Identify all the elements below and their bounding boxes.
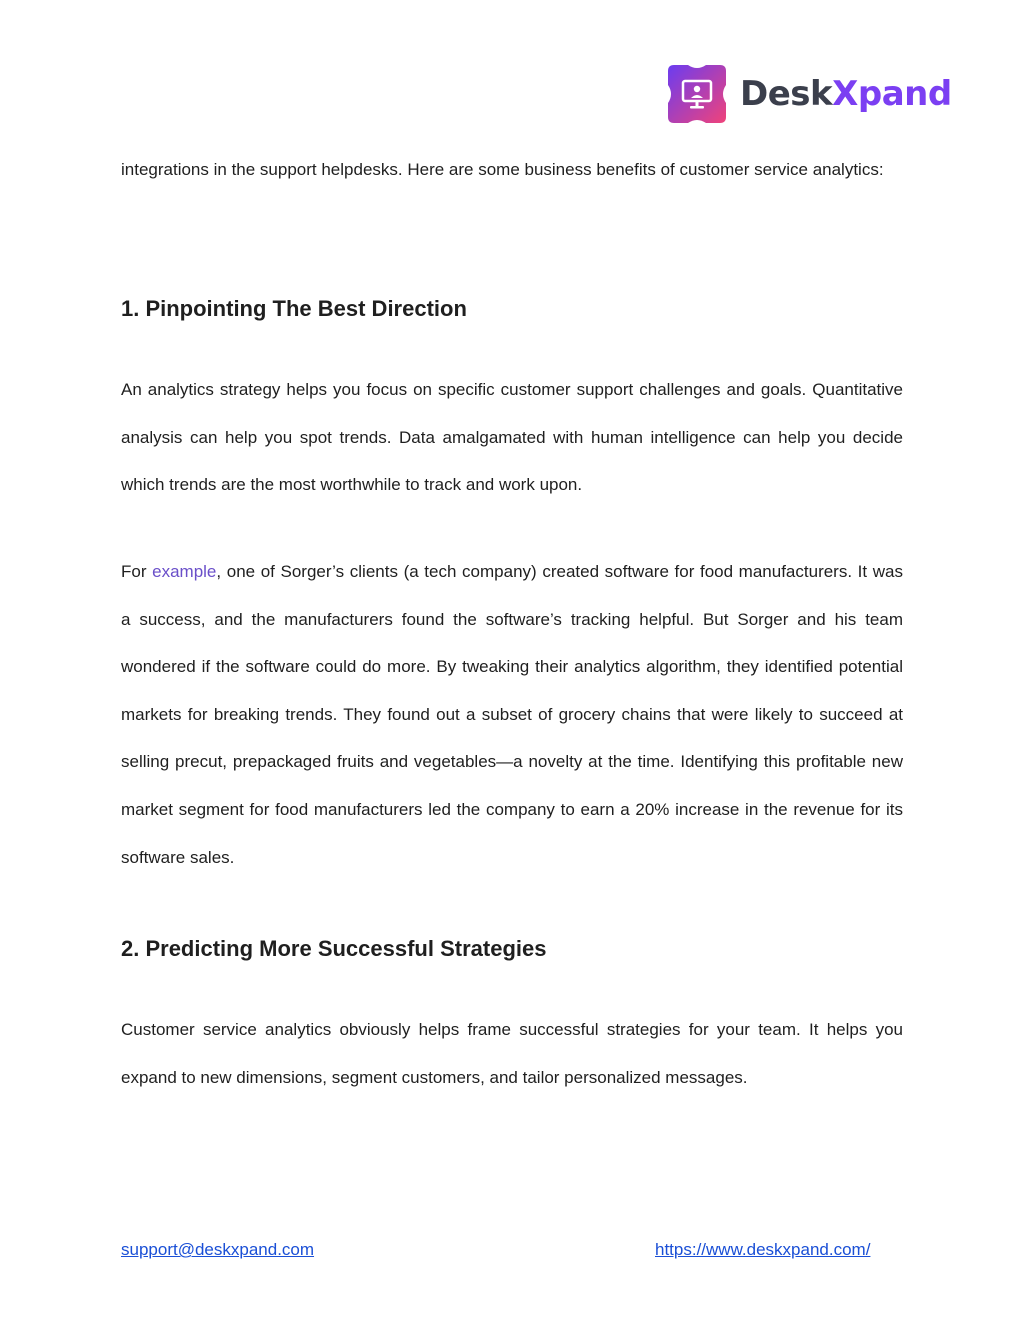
deskxpand-logo bbox=[664, 60, 952, 128]
example-link[interactable]: example bbox=[152, 562, 217, 581]
logo-word-xpand: Xpand bbox=[832, 74, 952, 114]
section-2-heading: 2. Predicting More Successful Strategies bbox=[121, 936, 547, 961]
website-link[interactable]: https://www.deskxpand.com/ bbox=[655, 1240, 871, 1259]
monitor-user-icon bbox=[664, 61, 730, 127]
para-2-text: , one of Sorger’s clients (a tech company) created software for food manufacturers. It was a success, and the manufacturers found the software’s tracking helpful. But Sorger and his team wondered if the software could do more. By tweaking their analytics algorithm, they identified potential markets for breaking trends. They found out a subset of grocery chains that were likely to succeed at selling precut, prepackaged fruits and vegetables—a novelty at the time. Identifying this profitable new market segment for food manufacturers led the company to earn a 20% increase in the revenue for its software sales. bbox=[121, 562, 903, 867]
support-email-link[interactable]: support@deskxpand.com bbox=[121, 1240, 315, 1259]
logo-wordmark bbox=[740, 74, 952, 114]
section-1-paragraph-1: An analytics strategy helps you focus on specific customer support challenges and goals. Quantitative analysis can help you spot trends. Data amalgamated with human intelligence can help you decide which trends are the most worthwhile to track and work upon. bbox=[121, 380, 903, 495]
intro-paragraph: integrations in the support helpdesks. Here are some business benefits of customer service analytics: bbox=[121, 160, 884, 179]
section-1-paragraph-2 bbox=[121, 548, 903, 881]
logo-word-desk: Desk bbox=[740, 74, 833, 114]
section-2-paragraph-1: Customer service analytics obviously helps frame successful strategies for your team. It helps you expand to new dimensions, segment customers, and tailor personalized messages. bbox=[121, 1020, 903, 1087]
section-1-heading: 1. Pinpointing The Best Direction bbox=[121, 296, 467, 321]
para-2-prefix: For bbox=[121, 562, 153, 581]
